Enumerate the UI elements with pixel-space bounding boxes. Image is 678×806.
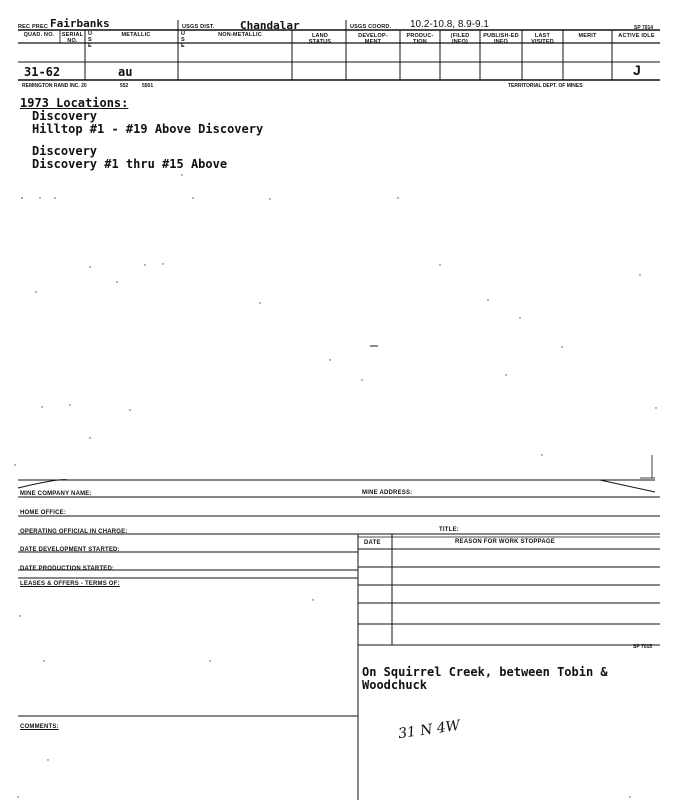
metallic-value: au (118, 65, 133, 79)
col-use-1: U S E (88, 31, 93, 49)
location-line: Hilltop #1 - #19 Above Discovery (32, 122, 264, 136)
col-land-status: LAND STATUS (308, 33, 332, 45)
handwritten-coord: 31 N 4W (397, 717, 462, 743)
form-code-bottom: SP 7015 (633, 644, 653, 650)
form-code-top: SP 7014 (634, 25, 654, 31)
col-quad-no: QUAD. NO. (23, 32, 55, 38)
locations-heading: 1973 Locations: (20, 96, 129, 110)
usgs-coord-value: 10.2-10.8, 8.9-9.1 (410, 19, 489, 30)
col-production: PRODUC-TION (406, 33, 434, 45)
col-development: DEVELOP-MENT (358, 33, 388, 45)
quad-serial-value: 31-62 (24, 65, 61, 79)
col-last-visited: LAST VISITED (531, 33, 554, 45)
operating-official-label: OPERATING OFFICIAL IN CHARGE: (20, 529, 128, 535)
location-line: Discovery (32, 109, 98, 123)
col-serial-no: SERIAL NO. (61, 32, 84, 44)
mine-company-name-label: MINE COMPANY NAME: (20, 491, 92, 497)
location-line: Discovery #1 thru #15 Above (32, 157, 228, 171)
usgs-dist-label: USGS DIST. (182, 24, 215, 30)
footer-code-2: 5501 (142, 83, 154, 89)
leases-offers-label: LEASES & OFFERS - TERMS OF: (20, 581, 120, 587)
col-filed-info: (FILED INFO) (450, 33, 470, 45)
col-metallic: METALLIC (121, 32, 151, 38)
rec-prec-value: Fairbanks (50, 17, 110, 30)
active-idle-mark: J (633, 62, 641, 78)
territorial-dept: TERRITORIAL DEPT. OF MINES (508, 83, 583, 89)
location-note: On Squirrel Creek, between Tobin & Woodchuck (362, 665, 608, 692)
date-development-started-label: DATE DEVELOPMENT STARTED: (20, 547, 120, 553)
date-production-started-label: DATE PRODUCTION STARTED: (20, 566, 115, 572)
location-line: Discovery (32, 144, 98, 158)
col-active-idle: ACTIVE IDLE (618, 33, 655, 39)
comments-label: COMMENTS: (20, 724, 59, 730)
stoppage-date-header: DATE (364, 540, 381, 546)
usgs-dist-value: Chandalar (240, 19, 300, 32)
col-use-2: U S E (181, 31, 186, 49)
stoppage-reason-header: REASON FOR WORK STOPPAGE (455, 539, 555, 545)
rec-prec-label: REC PREC (18, 24, 49, 30)
home-office-label: HOME OFFICE: (20, 510, 67, 516)
printer-credit: REMINGTON RAND INC. 20 (22, 83, 87, 89)
col-merit: MERIT (578, 33, 597, 39)
mine-address-label: MINE ADDRESS: (362, 490, 413, 496)
title-label: TITLE: (439, 527, 459, 533)
usgs-coord-label: USGS COORD. (350, 24, 392, 30)
col-non-metallic: NON-METALLIC (218, 32, 262, 38)
footer-code-1: 552 (120, 83, 129, 89)
col-published-info: PUBLISH-ED INFO (483, 33, 519, 45)
